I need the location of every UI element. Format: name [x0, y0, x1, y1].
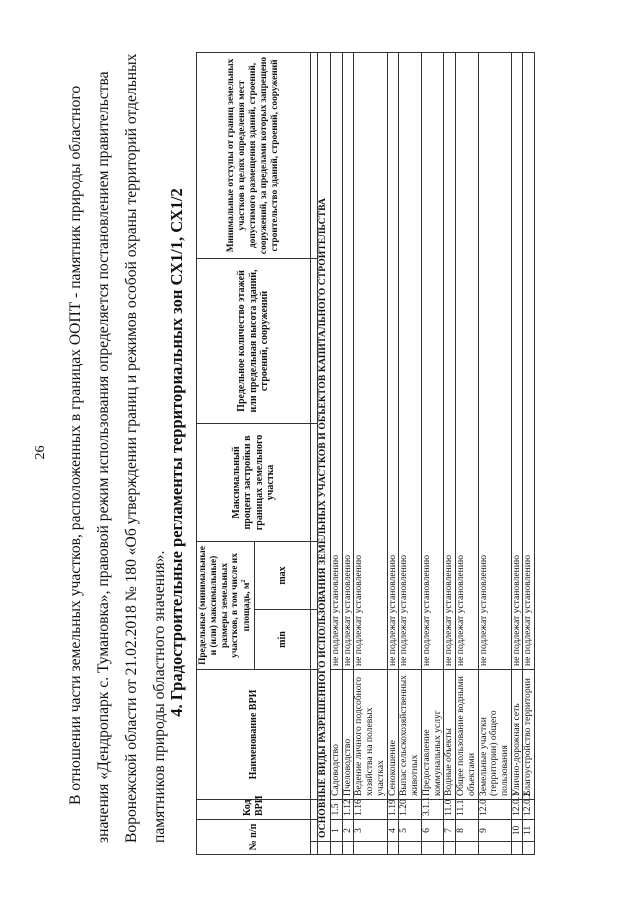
paragraph-line-2: значения «Дендропарк с. Тумановка», правовой режим использования определяется постановлением правительства — [95, 71, 112, 843]
paragraph-line-3: Воронежской области от 21.02.2018 № 180 «Об утверждении границ и режимов особой охраны территорий отдельных — [123, 53, 140, 843]
row-number: 9 — [478, 819, 511, 841]
row-code: 11.1 — [456, 799, 478, 819]
paragraph-line-4: памятников природы областного значения». — [151, 550, 168, 843]
row-note: не подлежат установлению — [456, 52, 478, 669]
header-size — [197, 541, 255, 669]
row-note: не подлежат установлению — [511, 52, 523, 669]
row-number: 6 — [421, 819, 443, 841]
row-note: не подлежат установлению — [387, 52, 399, 669]
row-name: Общее пользование водными объектами — [456, 669, 478, 799]
header-size-sup: 2 — [241, 579, 248, 583]
row-number: 7 — [444, 819, 456, 841]
row-note: не подлежат установлению — [399, 52, 421, 669]
row-code: 1.19 — [387, 799, 399, 819]
row-name: Земельные участки (территории) общего пользования — [478, 669, 511, 799]
row-name: Пчеловодство — [342, 669, 354, 799]
row-note: не подлежат установлению — [478, 52, 511, 669]
row-name: Сенокошение — [387, 669, 399, 799]
table-row — [421, 52, 443, 854]
row-code: 3.1.1 — [421, 799, 443, 819]
header-num: № п/п — [197, 819, 311, 854]
row-code: 1.5 — [331, 799, 343, 819]
table-row — [354, 52, 387, 854]
row-name: Благоустройство территории — [523, 669, 535, 799]
row-number: 2 — [342, 819, 354, 841]
row-code: 12.0 — [478, 799, 511, 819]
row-name: Ведение личного подсобного хозяйства на полевых участках — [354, 669, 387, 799]
row-code: 1.12 — [342, 799, 354, 819]
row-note: не подлежат установлению — [523, 52, 535, 669]
page-number: 26 — [33, 445, 48, 460]
header-setback: Минимальные отступы от границ земельных участков в целях определения мест допустимого размещения зданий, строений, сооружений, за пределами которых запрещено строительство зданий, строений, сооружений — [197, 52, 311, 258]
row-number: 3 — [354, 819, 387, 841]
row-name: Предоставление коммунальных услуг — [421, 669, 443, 799]
row-code: 11.0 — [444, 799, 456, 819]
row-number: 5 — [399, 819, 421, 841]
row-code: 12.0.2 — [523, 799, 535, 819]
row-number: 4 — [387, 819, 399, 841]
regulations-table — [196, 52, 535, 855]
table-row — [342, 52, 354, 854]
table-row — [444, 52, 456, 854]
section-title: 4. Градостроительные регламенты территориальных зон СХ1/1, СХ1/2 — [167, 188, 186, 717]
header-min: min — [255, 609, 311, 669]
row-number: 11 — [523, 819, 535, 841]
row-note: не подлежат установлению — [444, 52, 456, 669]
row-code: 12.0.1 — [511, 799, 523, 819]
table-row — [511, 52, 523, 854]
header-floors: Предельное количество этажей или предельная высота зданий, строений, сооружений — [197, 258, 311, 423]
table-row — [456, 52, 478, 854]
row-note: не подлежат установлению — [354, 52, 387, 669]
row-name: Водные объекты — [444, 669, 456, 799]
header-percent: Максимальный процент застройки в границах земельного участка — [197, 423, 311, 541]
table-row — [523, 52, 535, 854]
header-name: Наименование ВРИ — [197, 669, 311, 799]
row-note: не подлежат установлению — [331, 52, 343, 669]
row-name: Выпас сельскохозяйственных животных — [399, 669, 421, 799]
row-note: не подлежат установлению — [421, 52, 443, 669]
row-name: Садоводство — [331, 669, 343, 799]
row-number: 8 — [456, 819, 478, 841]
header-size-text: Предельные (минимальные и (или) максимальные) размеры земельных участков, в том числе их площадь, м — [197, 546, 253, 665]
paragraph-line-1: В отношении части земельных участков, расположенных в границах ООПТ - памятник природы областного — [67, 85, 84, 805]
row-code: 1.20 — [399, 799, 421, 819]
row-number: 10 — [511, 819, 523, 841]
intro-paragraph — [62, 51, 174, 843]
section-row: ОСНОВНЫЕ ВИДЫ РАЗРЕШЕННОГО ИСПОЛЬЗОВАНИЯ ЗЕМЕЛЬНЫХ УЧАСТКОВ И ОБЪЕКТОВ КАПИТАЛЬНОГО СТРОИТЕЛЬСТВА — [318, 52, 331, 841]
row-note: не подлежат установлению — [342, 52, 354, 669]
header-max: max — [255, 541, 311, 609]
table-row — [387, 52, 399, 854]
row-number: 1 — [331, 819, 343, 841]
row-code: 1.16 — [354, 799, 387, 819]
table-row — [478, 52, 511, 854]
row-name: Улично-дорожная сеть — [511, 669, 523, 799]
header-code: Код ВРИ — [197, 799, 311, 819]
table-row — [331, 52, 343, 854]
table-row — [399, 52, 421, 854]
